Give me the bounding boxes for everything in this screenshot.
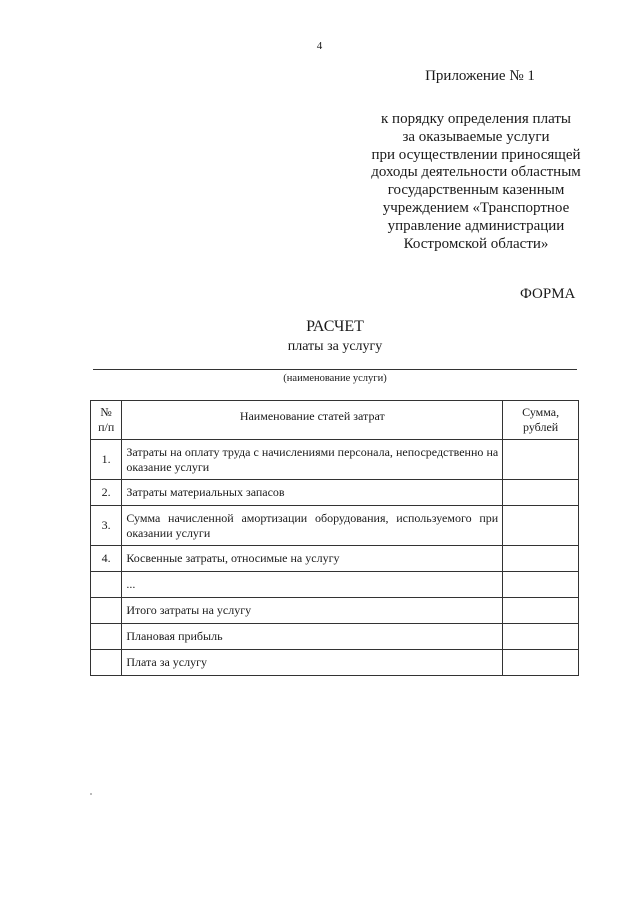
row-amount <box>503 506 579 546</box>
header-amount-line2: рублей <box>522 420 559 434</box>
appendix-line: доходы деятельности областным <box>371 164 581 181</box>
row-cost-item: Затраты на оплату труда с начислениями персонала, непосредственно на оказание услуги <box>122 440 503 480</box>
row-amount <box>503 440 579 480</box>
document-subtitle: платы за услугу <box>287 339 383 354</box>
row-amount <box>503 572 579 598</box>
form-label: ФОРМА <box>520 286 576 302</box>
table-row <box>91 624 579 650</box>
scan-speck <box>90 793 92 795</box>
header-number <box>91 401 122 440</box>
table-row <box>91 546 579 572</box>
row-number <box>91 598 122 624</box>
appendix-line: при осуществлении приносящей <box>371 146 581 163</box>
header-amount-line1: Сумма, <box>522 405 560 419</box>
row-amount <box>503 650 579 676</box>
row-number: 3. <box>91 506 122 546</box>
header-amount <box>503 401 579 440</box>
row-number: 2. <box>91 480 122 506</box>
row-number <box>91 572 122 598</box>
row-cost-item: Плата за услугу <box>122 650 503 676</box>
header-cost-item: Наименование статей затрат <box>122 401 503 440</box>
cost-table <box>90 400 579 676</box>
row-cost-item: Косвенные затраты, относимые на услугу <box>122 546 503 572</box>
table-row <box>91 572 579 598</box>
header-number-line1: № <box>100 405 112 419</box>
row-cost-item: Затраты материальных запасов <box>122 480 503 506</box>
document-title: РАСЧЕТ <box>306 318 364 335</box>
appendix-line: к порядку определения платы <box>381 111 571 127</box>
appendix-title: Приложение № 1 <box>425 68 535 84</box>
row-amount <box>503 624 579 650</box>
row-amount <box>503 598 579 624</box>
appendix-line: управление администрации <box>387 217 565 234</box>
row-amount <box>503 546 579 572</box>
header-number-line2: п/п <box>98 420 115 434</box>
row-cost-item: ... <box>122 572 503 598</box>
row-number <box>91 650 122 676</box>
page-number: 4 <box>316 40 323 52</box>
row-cost-item: Итого затраты на услугу <box>122 598 503 624</box>
row-number: 1. <box>91 440 122 480</box>
appendix-description <box>340 111 612 253</box>
service-name-line <box>93 369 577 370</box>
table-row <box>91 650 579 676</box>
table-header-row <box>91 401 579 440</box>
appendix-line: за оказываемые услуги <box>402 128 550 145</box>
table-row <box>91 440 579 480</box>
row-amount <box>503 480 579 506</box>
row-number <box>91 624 122 650</box>
appendix-line: Костромской области» <box>403 235 549 252</box>
row-cost-item: Сумма начисленной амортизации оборудования, используемого при оказании услуги <box>122 506 503 546</box>
appendix-line: государственным казенным <box>387 182 565 199</box>
table-row <box>91 506 579 546</box>
table-row <box>91 480 579 506</box>
row-number: 4. <box>91 546 122 572</box>
service-name-caption: (наименование услуги) <box>283 373 387 384</box>
table-row <box>91 598 579 624</box>
appendix-line: учреждением «Транспортное <box>382 199 570 216</box>
row-cost-item: Плановая прибыль <box>122 624 503 650</box>
